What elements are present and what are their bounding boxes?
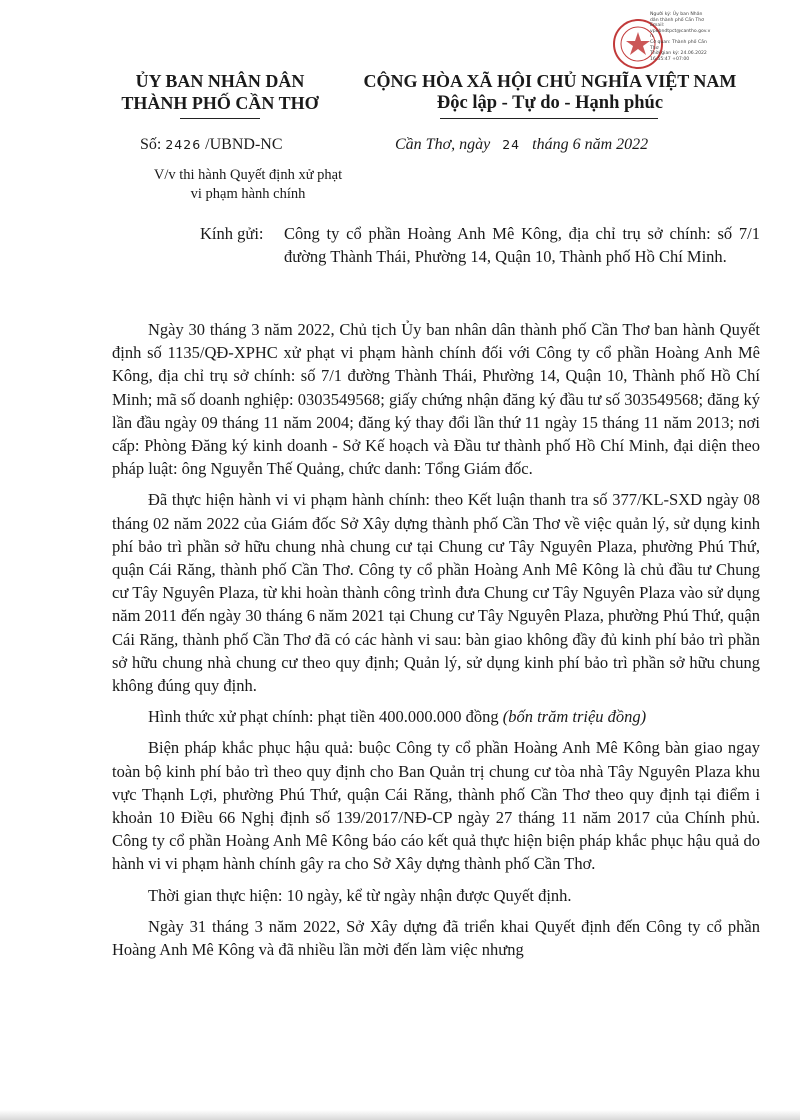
date-prefix: Cần Thơ, ngày: [395, 136, 491, 153]
recipient-label: Kính gửi:: [200, 224, 264, 243]
subject-line-2: vi phạm hành chính: [190, 186, 306, 202]
authority-underline: [180, 118, 260, 119]
paragraph-decision: Ngày 30 tháng 3 năm 2022, Chủ tịch Ủy ban nhân dân thành phố Cần Thơ ban hành Quyết định số 1135/QĐ-XPHC xử phạt vi phạm hành chính đối với Công ty cổ phần Hoàng Anh Mê Kông, địa chỉ trụ sở chính: số 7/1 đường Thành Thái, Phường 14, Quận 10, Thành phố Hồ Chí Minh; mã số doanh nghiệp: 0303549568; giấy chứng nhận đăng ký đầu tư số 303549568; đăng ký lần đầu ngày 09 tháng 11 năm 2004; đăng ký thay đổi lần thứ 11 ngày 15 tháng 11 năm 2013; nơi cấp: Phòng Đăng ký kinh doanh - Sở Kế hoạch và Đầu tư thành phố Hồ Chí Minh, đại diện theo pháp luật: ông Nguyễn Thế Quảng, chức danh: Tổng Giám đốc.: [112, 320, 760, 479]
number-prefix: Số:: [140, 136, 162, 153]
authority-line-1: ỦY BAN NHÂN DÂN: [135, 71, 305, 91]
national-motto: Độc lập - Tự do - Hạnh phúc: [436, 93, 664, 113]
document-body: [112, 318, 760, 969]
signature-line-2: dân thành phố Cần Thơ: [650, 17, 704, 23]
signature-line-3: Email:: [650, 23, 665, 29]
paragraph-remedy: Biện pháp khắc phục hậu quả: buộc Công ty cổ phần Hoàng Anh Mê Kông bàn giao ngay toàn bộ kinh phí bảo trì theo quy định cho Ban Quản trị chung cư tòa nhà Tây Nguyên Plaza khu vực Thạnh Lợi, phường Phú Thứ, quận Cái Răng, thành phố Cần Thơ theo quy định tại điểm i khoản 10 Điều 66 Nghị định số 139/2017/NĐ-CP ngày 27 tháng 11 năm 2017 của Chính phủ. Công ty cổ phần Hoàng Anh Mê Kông báo cáo kết quả thực hiện biện pháp khắc phục hậu quả do hành vi vi phạm hành chính gây ra cho Sở Xây dựng thành phố Cần Thơ.: [112, 738, 760, 874]
recipient-text: Công ty cổ phần Hoàng Anh Mê Kông, địa chỉ trụ sở chính: số 7/1 đường Thành Thái, Phường 14, Quận 10, Thành phố Hồ Chí Minh.: [284, 224, 760, 266]
document-subject: [118, 166, 378, 204]
paragraph-deadline: Thời gian thực hiện: 10 ngày, kể từ ngày nhận được Quyết định.: [148, 885, 572, 905]
signature-line-9: 16:55:47 +07:00: [650, 56, 690, 62]
motto-underline: [440, 118, 658, 119]
paragraph-penalty: [112, 705, 760, 728]
number-handwritten: 2426: [165, 137, 202, 152]
signature-info: [650, 12, 762, 62]
signature-line-1: Người ký: Ủy ban Nhân: [650, 12, 703, 17]
signature-line-4: vpubndtpct@cantho.gov.v: [650, 28, 711, 34]
signature-line-8: Thời gian ký: 24.06.2022: [650, 51, 707, 57]
signature-line-7: Thơ: [650, 45, 659, 51]
document-number: [140, 136, 283, 154]
signature-line-6: Cơ quan: Thành phố Cần: [650, 39, 707, 45]
scan-edge: [0, 1110, 800, 1120]
date-suffix: tháng 6 năm 2022: [532, 136, 649, 153]
signature-line-5: n: [650, 34, 653, 40]
penalty-words: (bốn trăm triệu đồng): [502, 707, 647, 727]
paragraph-violation: Đã thực hiện hành vi vi phạm hành chính: theo Kết luận thanh tra số 377/KL-SXD ngày 08 tháng 02 năm 2022 của Giám đốc Sở Xây dựng thành phố Cần Thơ về việc quản lý, sử dụng kinh phí bảo trì phần sở hữu chung nhà chung cư tại Chung cư Tây Nguyên Plaza, phường Phú Thứ, quận Cái Răng, thành phố Cần Thơ. Công ty cổ phần Hoàng Anh Mê Kông là chủ đầu tư Chung cư Tây Nguyên Plaza, từ khi hoàn thành công trình đưa Chung cư Tây Nguyên Plaza vào sử dụng năm 2011 đến ngày 30 tháng 6 năm 2021 tại Chung cư Tây Nguyên Plaza, phường Phú Thứ, quận Cái Răng, thành phố Cần Thơ đã có các hành vi sau: bàn giao không đầy đủ kinh phí bảo trì phần sở hữu chung nhà chung cư theo quy định; Quản lý, sử dụng kinh phí bảo trì phần sở hữu chung không đúng quy định.: [112, 490, 760, 696]
subject-line-1: V/v thi hành Quyết định xử phạt: [153, 167, 343, 183]
document-date: [395, 136, 648, 154]
issuing-authority: [100, 70, 340, 114]
penalty-text: Hình thức xử phạt chính: phạt tiền 400.000.000 đồng: [148, 707, 499, 727]
paragraph-followup: Ngày 31 tháng 3 năm 2022, Sở Xây dựng đã triển khai Quyết định đến Công ty cổ phần Hoàng Anh Mê Kông và đã nhiều lần mời đến làm việc nhưng: [112, 916, 760, 960]
national-title: [345, 70, 755, 114]
number-suffix: /UBND-NC: [205, 136, 283, 153]
republic-title: CỘNG HÒA XÃ HỘI CHỦ NGHĨA VIỆT NAM: [363, 71, 737, 91]
recipient-block: [200, 222, 760, 268]
authority-line-2: THÀNH PHỐ CẦN THƠ: [121, 93, 319, 113]
date-day: 24: [502, 137, 521, 152]
